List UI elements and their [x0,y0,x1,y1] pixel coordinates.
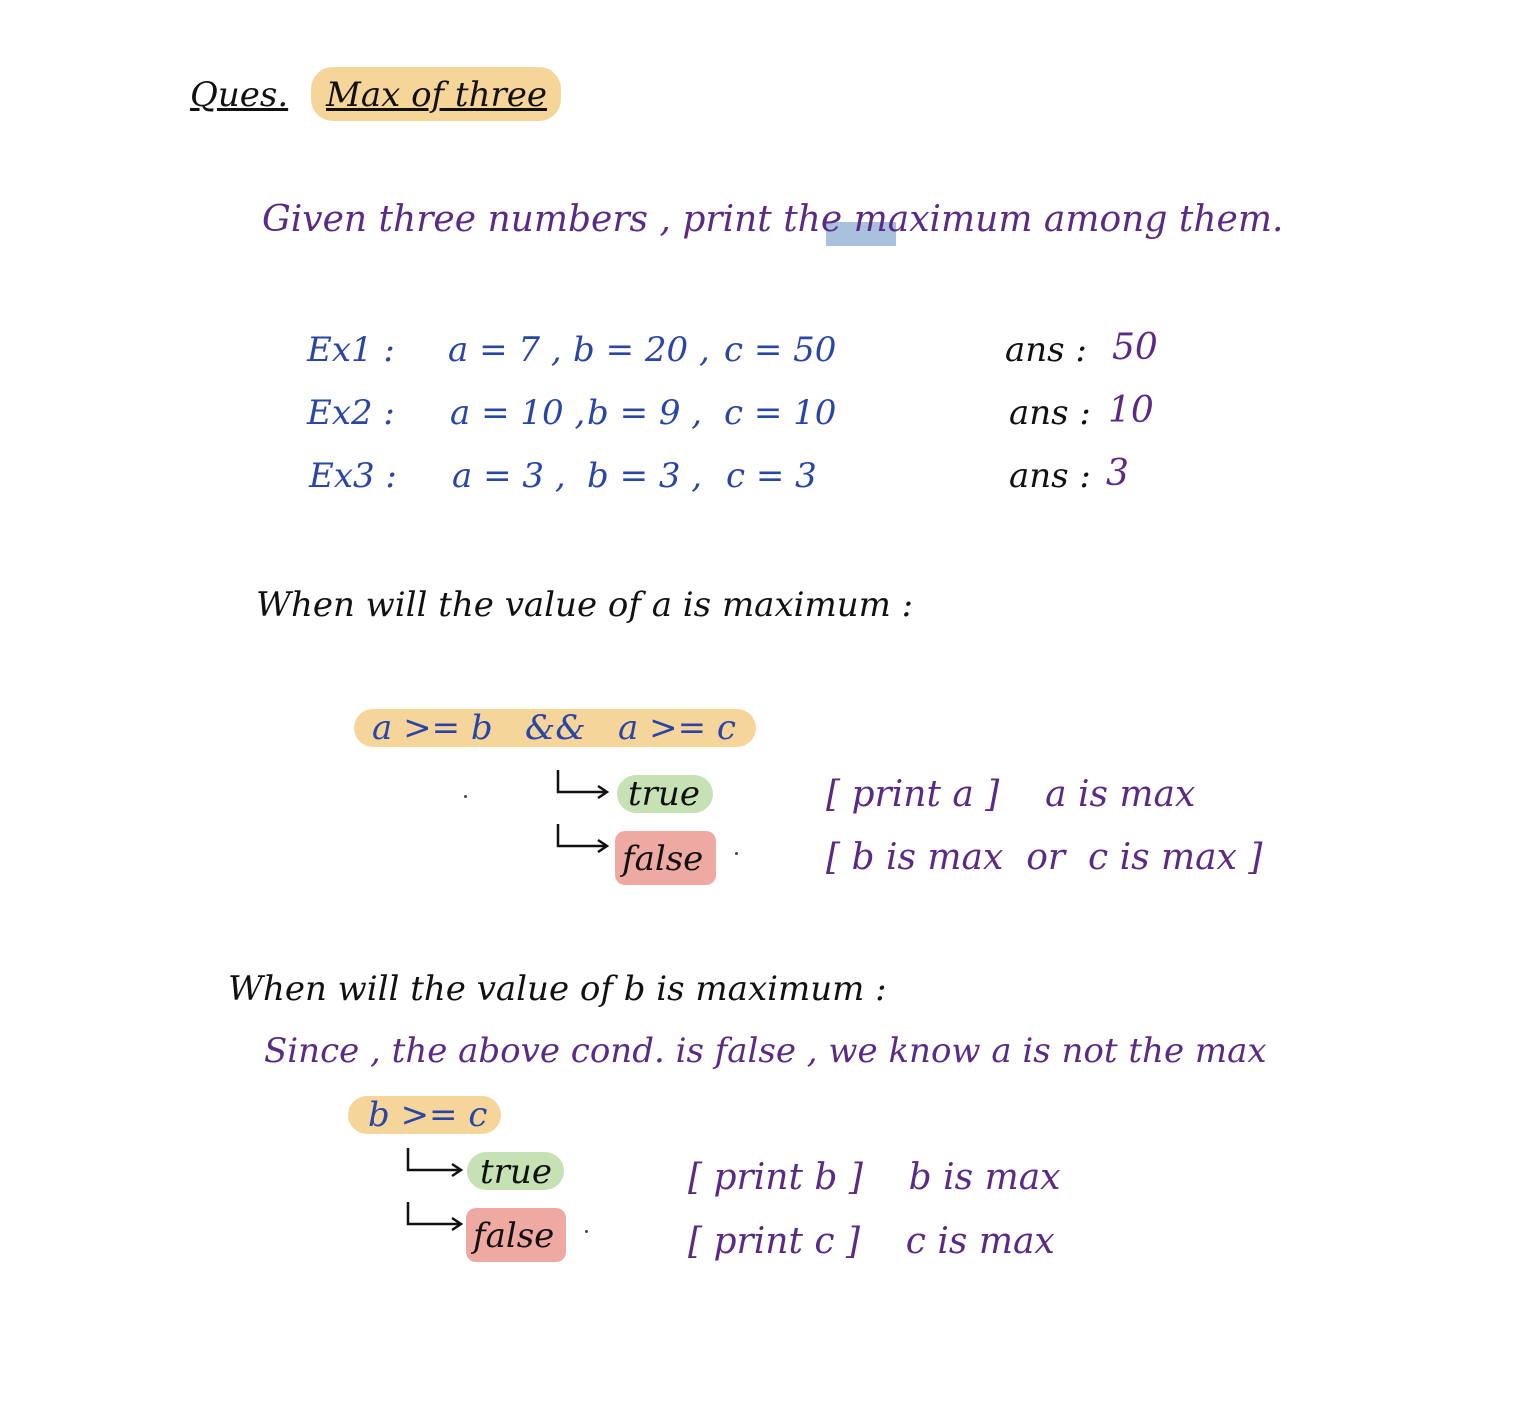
answer-label: ans : [1009,393,1091,433]
false-label: false [622,839,704,879]
condition-a: a >= b && a >= c [372,708,736,748]
branch-arrow-icon [404,1146,468,1178]
true-label: true [480,1152,552,1192]
true-label: true [628,774,700,814]
ques-label: Ques. [190,75,289,115]
answer-label: ans : [1005,330,1087,370]
example-label: Ex2 : [307,393,395,433]
true-note: [ print b ] b is max [688,1157,1061,1198]
section-b-heading: When will the value of b is maximum : [228,969,887,1009]
answer-value: 50 [1112,327,1158,368]
example-label: Ex3 : [309,456,397,496]
false-label: false [473,1216,555,1256]
example-b-value: b = 3 , [587,456,703,496]
answer-value: 10 [1108,390,1154,431]
example-a-value: a = 7 , [448,330,562,370]
example-b-value: b = 20 , [573,330,710,370]
stray-dot [464,795,467,798]
answer-value: 3 [1106,453,1129,494]
example-c-value: c = 3 [726,456,817,496]
stray-dot [585,1230,588,1233]
true-note: [ print a ] a is max [826,774,1196,815]
example-a-value: a = 3 , [452,456,566,496]
branch-arrow-icon [554,768,614,800]
section-a-heading: When will the value of a is maximum : [256,585,914,625]
example-c-value: c = 50 [724,330,837,370]
branch-arrow-icon [404,1200,468,1232]
false-note: [ print c ] c is max [688,1221,1055,1262]
example-label: Ex1 : [307,330,395,370]
stray-dot [735,852,738,855]
problem-title: Max of three [326,75,547,115]
false-note: [ b is max or c is max ] [826,837,1263,878]
branch-arrow-icon [554,822,614,854]
problem-statement: Given three numbers , print the maximum among them. [262,199,1284,240]
example-b-value: b = 9 , [587,393,703,433]
section-b-reason: Since , the above cond. is false , we know a is not the max [264,1031,1267,1071]
example-a-value: a = 10 , [450,393,586,433]
condition-b: b >= c [368,1095,488,1135]
answer-label: ans : [1009,456,1091,496]
example-c-value: c = 10 [724,393,837,433]
